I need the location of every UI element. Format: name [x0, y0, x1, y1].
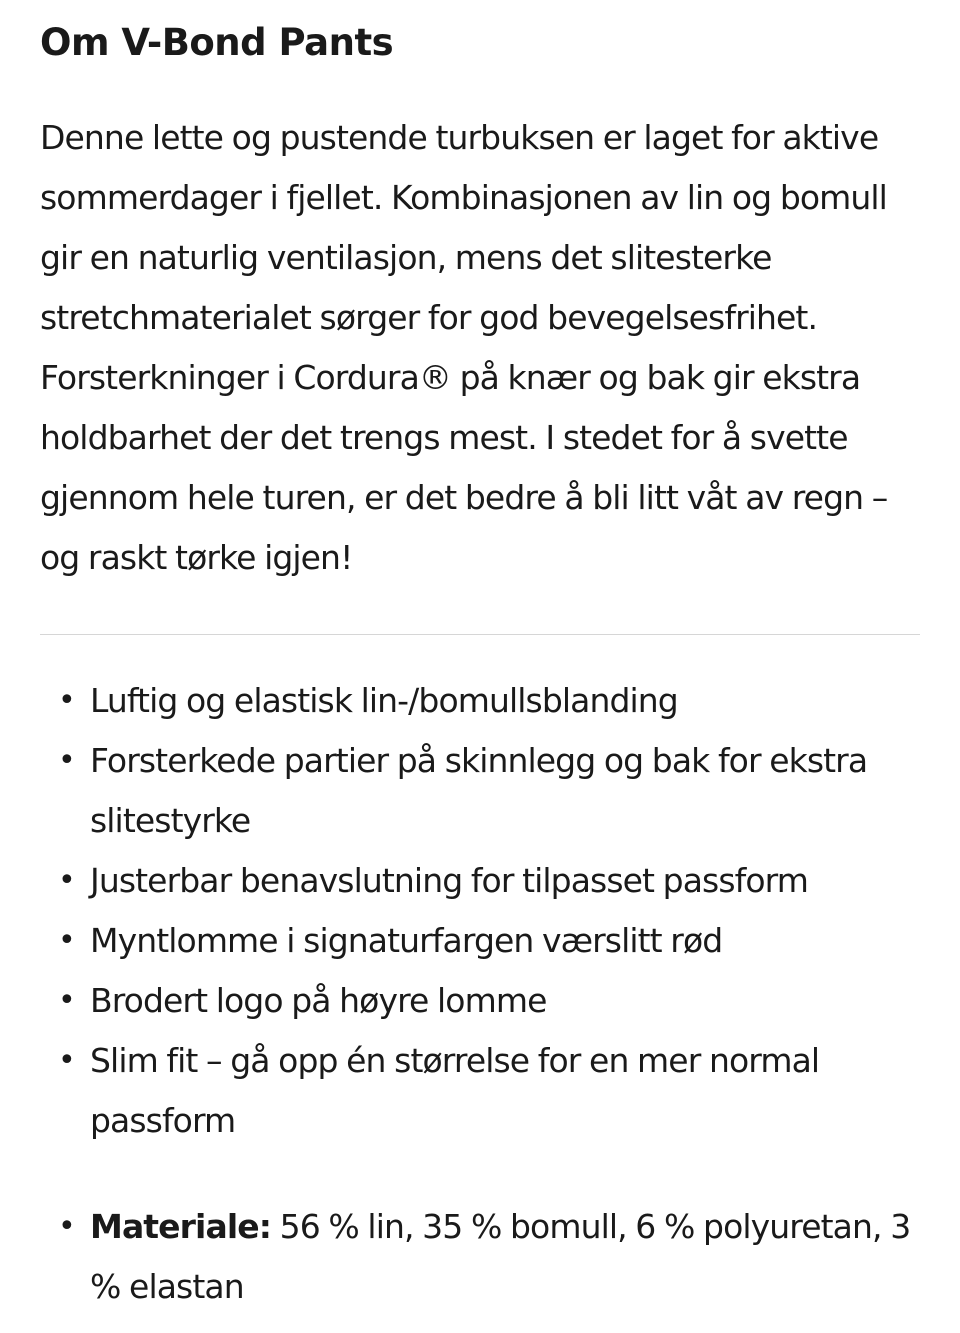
feature-text: Justerbar benavslutning for tilpasset passform [90, 861, 808, 900]
list-item [40, 731, 920, 851]
materials-item [40, 1197, 920, 1317]
list-item [40, 971, 920, 1031]
feature-list [40, 671, 920, 1151]
bullet-icon: • [58, 863, 75, 898]
list-item [40, 911, 920, 971]
feature-text: Myntlomme i signaturfargen værslitt rød [90, 921, 723, 960]
bullet-icon: • [58, 983, 75, 1018]
bullet-icon: • [58, 1209, 75, 1244]
bullet-icon: • [58, 923, 75, 958]
materials-label: Materiale: [90, 1207, 272, 1246]
feature-text: Forsterkede partier på skinnlegg og bak for ekstra slitestyrke [90, 741, 868, 840]
materials-list [40, 1197, 920, 1317]
list-item [40, 851, 920, 911]
bullet-icon: • [58, 743, 75, 778]
section-title: Om V-Bond Pants [40, 21, 394, 64]
bullet-icon: • [58, 683, 75, 718]
product-description: Denne lette og pustende turbuksen er laget for aktive sommerdager i fjellet. Kombinasjonen av lin og bomull gir en naturlig ventilasjon, mens det slitesterke stretchmaterialet sørger for god bevegelsesfrihet. Forsterkninger i Cordura® på knær og bak gir ekstra holdbarhet der det trengs mest. I stedet for å svette gjennom hele turen, er det bedre å bli litt våt av regn – og raskt tørke igjen! [40, 118, 888, 577]
divider [40, 634, 920, 635]
feature-text: Luftig og elastisk lin-/bomullsblanding [90, 681, 678, 720]
list-item [40, 1031, 920, 1151]
bullet-icon: • [58, 1043, 75, 1078]
materials-value: 56 % lin, 35 % bomull, 6 % polyuretan, 3 % elastan [90, 1207, 911, 1306]
list-item [40, 671, 920, 731]
feature-text: Brodert logo på høyre lomme [90, 981, 547, 1020]
feature-text: Slim fit – gå opp én størrelse for en mer normal passform [90, 1041, 820, 1140]
